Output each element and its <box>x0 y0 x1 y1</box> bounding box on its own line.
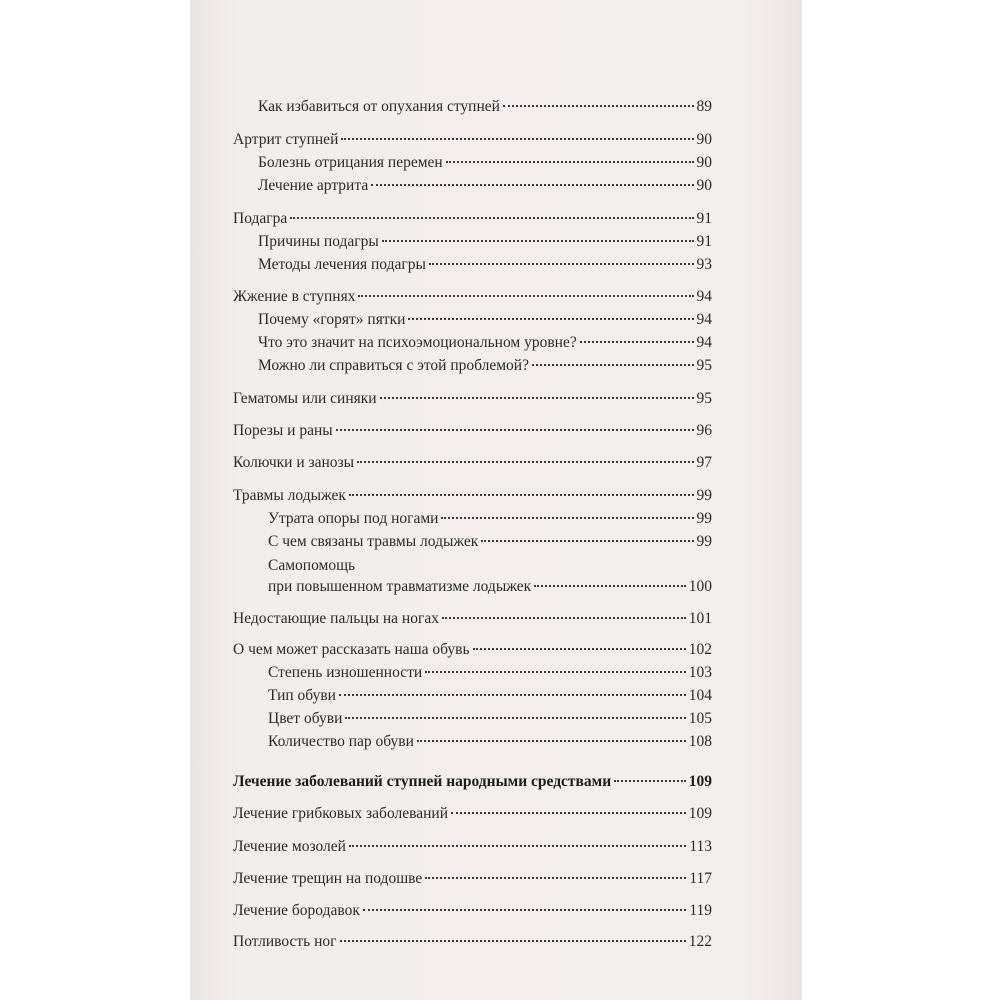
toc-entry <box>268 509 712 529</box>
toc-entry-page: 94 <box>696 334 712 351</box>
dot-leader <box>534 585 686 587</box>
toc-entry-title: С чем связаны травмы лодыжек <box>268 533 479 550</box>
dot-leader <box>446 161 694 163</box>
dot-leader <box>349 845 686 847</box>
toc-entry-page: 95 <box>696 357 712 374</box>
toc-entry-title: Артрит ступней <box>233 131 339 148</box>
toc-entry-title: Жжение в ступнях <box>233 288 356 305</box>
toc-entry-page: 109 <box>688 805 712 822</box>
book-page <box>190 0 802 1000</box>
toc-entry <box>258 333 712 353</box>
toc-entry-page: 94 <box>696 288 712 305</box>
dot-leader <box>357 461 693 463</box>
toc-entry-page: 119 <box>689 902 712 919</box>
toc-entry-page: 113 <box>689 838 712 855</box>
toc-entry-page: 101 <box>688 610 712 627</box>
toc-entry-page: 94 <box>696 311 712 328</box>
dot-leader <box>339 694 686 696</box>
dot-leader <box>481 540 693 542</box>
dot-leader <box>451 812 686 814</box>
toc-entry-title: Почему «горят» пятки <box>258 311 406 328</box>
toc-entry <box>233 209 712 229</box>
toc-entry <box>233 901 712 921</box>
toc-entry <box>268 709 712 729</box>
dot-leader <box>363 909 686 911</box>
dot-leader <box>380 397 694 399</box>
dot-leader <box>371 184 693 186</box>
toc-entry-title: Порезы и раны <box>233 422 333 439</box>
toc-entry-page: 102 <box>688 641 712 658</box>
dot-leader <box>614 780 686 782</box>
table-of-contents <box>190 0 802 1000</box>
toc-entry-title: при повышенном травматизме лодыжек <box>268 578 532 595</box>
toc-entry-title: Цвет обуви <box>268 710 343 727</box>
toc-entry-page: 103 <box>688 664 712 681</box>
toc-entry-page: 91 <box>696 210 712 227</box>
toc-entry-title: Методы лечения подагры <box>258 256 426 273</box>
toc-entry-title: Потливость ног <box>233 933 337 950</box>
toc-entry-page: 89 <box>696 98 712 115</box>
toc-entry-title: Болезнь отрицания перемен <box>258 154 443 171</box>
toc-entry-page: 90 <box>696 154 712 171</box>
toc-entry-page: 99 <box>696 487 712 504</box>
toc-entry <box>268 732 712 752</box>
toc-entry <box>233 287 712 307</box>
toc-entry <box>268 577 712 597</box>
toc-entry-title: Травмы лодыжек <box>233 487 346 504</box>
toc-entry-page: 90 <box>696 131 712 148</box>
toc-entry <box>233 932 712 952</box>
toc-entry-page: 100 <box>688 578 712 595</box>
dot-leader <box>345 717 685 719</box>
dot-leader <box>503 105 694 107</box>
toc-entry-title: Как избавиться от опухания ступней <box>258 98 500 115</box>
toc-entry-title: Недостающие пальцы на ногах <box>233 610 439 627</box>
toc-entry-title: Лечение бородавок <box>233 902 360 919</box>
toc-entry-page: 109 <box>688 773 712 790</box>
dot-leader <box>340 940 686 942</box>
toc-entry-page: 95 <box>696 390 712 407</box>
toc-entry <box>233 640 712 660</box>
dot-leader <box>442 617 686 619</box>
toc-entry-title: Тип обуви <box>268 687 336 704</box>
toc-entry <box>233 130 712 150</box>
dot-leader <box>532 364 694 366</box>
toc-entry <box>258 176 712 196</box>
toc-entry <box>233 609 712 629</box>
toc-entry <box>258 153 712 173</box>
dot-leader <box>382 240 694 242</box>
toc-entry-title: Степень изношенности <box>268 664 423 681</box>
dot-leader <box>441 517 693 519</box>
toc-entry-page: 105 <box>688 710 712 727</box>
toc-entry-title: Лечение артрита <box>258 177 369 194</box>
toc-entry <box>233 869 712 889</box>
dot-leader <box>408 318 693 320</box>
toc-entry-title: Самопомощь <box>268 557 356 574</box>
toc-entry-title: О чем может рассказать наша обувь <box>233 641 470 658</box>
toc-entry <box>258 232 712 252</box>
toc-entry-page: 91 <box>696 233 712 250</box>
toc-entry-title: Лечение заболеваний ступней народными средствами <box>233 773 612 790</box>
toc-entry <box>268 663 712 683</box>
dot-leader <box>473 648 686 650</box>
toc-entry-title: Колючки и занозы <box>233 454 355 471</box>
toc-entry-title: Лечение мозолей <box>233 838 346 855</box>
toc-entry-title: Причины подагры <box>258 233 379 250</box>
toc-entry <box>268 686 712 706</box>
toc-entry-page: 108 <box>688 733 712 750</box>
toc-entry <box>233 837 712 857</box>
toc-section-heading <box>233 772 712 792</box>
toc-entry <box>233 453 712 473</box>
dot-leader <box>336 429 694 431</box>
toc-entry <box>258 97 712 117</box>
toc-entry-title: Можно ли справиться с этой проблемой? <box>258 357 529 374</box>
dot-leader <box>417 740 686 742</box>
toc-entry-page: 122 <box>688 933 712 950</box>
toc-entry-title: Лечение трещин на подошве <box>233 870 423 887</box>
dot-leader <box>290 217 693 219</box>
dot-leader <box>580 341 694 343</box>
dot-leader <box>425 877 686 879</box>
toc-entry-page: 93 <box>696 256 712 273</box>
dot-leader <box>358 295 693 297</box>
toc-entry <box>233 804 712 824</box>
toc-entry-title: Количество пар обуви <box>268 733 414 750</box>
dot-leader <box>429 263 694 265</box>
toc-entry <box>258 356 712 376</box>
toc-entry-page: 104 <box>688 687 712 704</box>
toc-entry <box>233 389 712 409</box>
toc-entry-title: Гематомы или синяки <box>233 390 377 407</box>
toc-entry-page: 99 <box>696 533 712 550</box>
toc-entry <box>233 421 712 441</box>
dot-leader <box>341 138 693 140</box>
toc-entry-title: Что это значит на психоэмоциональном уровне? <box>258 334 577 351</box>
toc-entry-title: Подагра <box>233 210 288 227</box>
toc-entry-page: 99 <box>696 510 712 527</box>
toc-entry <box>258 310 712 330</box>
dot-leader <box>425 671 686 673</box>
toc-entry-title: Утрата опоры под ногами <box>268 510 439 527</box>
toc-entry-page: 96 <box>696 422 712 439</box>
dot-leader <box>349 494 694 496</box>
toc-entry-page: 117 <box>689 870 712 887</box>
toc-entry-title: Лечение грибковых заболеваний <box>233 805 448 822</box>
toc-entry-page: 97 <box>696 454 712 471</box>
toc-entry-page: 90 <box>696 177 712 194</box>
toc-entry <box>258 255 712 275</box>
toc-entry <box>233 486 712 506</box>
toc-entry <box>268 532 712 552</box>
